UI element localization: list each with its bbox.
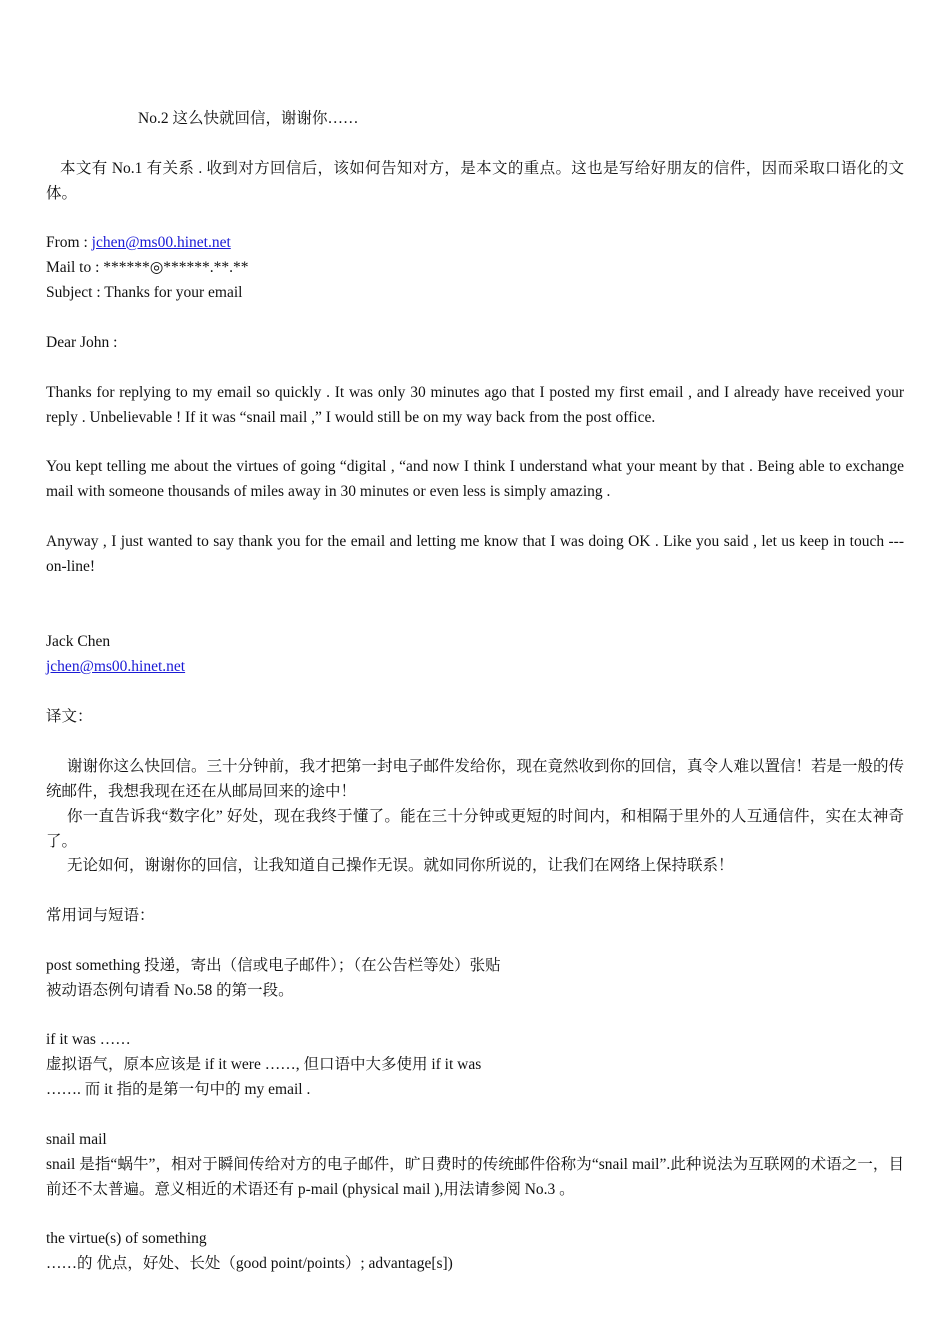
vocab-definition: 被动语态例句请看 No.58 的第一段。 bbox=[46, 982, 294, 999]
translation-paragraph: 你一直告诉我“数字化” 好处，现在我终于懂了。能在三十分钟或更短的时间内，和相隔于里外的人互通信件，实在太神奇了。 bbox=[46, 808, 904, 850]
vocab-term: the virtue(s) of something bbox=[46, 1230, 207, 1247]
vocab-term: post something 投递，寄出（信或电子邮件）；（在公告栏等处）张贴 bbox=[46, 957, 501, 974]
signature-email-link[interactable]: jchen@ms00.hinet.net bbox=[46, 658, 186, 675]
vocab-definition: ……的 优点，好处、长处（good point/points）; advantage[s]) bbox=[46, 1255, 453, 1272]
vocab-definition: snail 是指“蜗牛”，相对于瞬间传给对方的电子邮件，旷日费时的传统邮件俗称为“snail mail”.此种说法为互联网的术语之一，目前还不太普遍。意义相近的术语还有 p-mail (physical mail ),用法请参阅 No.3 。 bbox=[46, 1156, 904, 1198]
email-from bbox=[46, 230, 904, 255]
vocab-label: 常用词与短语： bbox=[46, 907, 155, 924]
vocab-term: if it was …… bbox=[46, 1031, 131, 1048]
email-subject: Subject : Thanks for your email bbox=[46, 284, 243, 301]
email-greeting: Dear John : bbox=[46, 334, 118, 351]
email-paragraph: Anyway , I just wanted to say thank you for the email and letting me know that I was doing OK . Like you said , let us keep in touch ---on-line! bbox=[46, 533, 904, 575]
email-from-label: From : bbox=[46, 234, 92, 251]
vocab-term: snail mail bbox=[46, 1131, 107, 1148]
page-title: No.2 这么快就回信，谢谢你…… bbox=[138, 110, 359, 127]
translation-label: 译文： bbox=[46, 708, 93, 725]
translation-paragraph: 无论如何，谢谢你的回信，让我知道自己操作无误。就如同你所说的，让我们在网络上保持联系！ bbox=[67, 857, 734, 874]
email-paragraph: Thanks for replying to my email so quickly . It was only 30 minutes ago that I posted my first email , and I already have received your reply . Unbelievable ! If it was “snail mail ,” I would still be on my way back from the post office. bbox=[46, 384, 904, 426]
email-to: Mail to : ******◎******.**.** bbox=[46, 259, 249, 276]
intro-paragraph: 本文有 No.1 有关系 . 收到对方回信后，该如何告知对方，是本文的重点。这也是写给好朋友的信件，因而采取口语化的文体。 bbox=[46, 160, 904, 202]
vocab-definition: 虚拟语气，原本应该是 if it were ……, 但口语中大多使用 if it was bbox=[46, 1056, 482, 1073]
translation-paragraph: 谢谢你这么快回信。三十分钟前，我才把第一封电子邮件发给你，现在竟然收到你的回信，真令人难以置信！若是一般的传统邮件，我想我现在还在从邮局回来的途中！ bbox=[46, 758, 905, 800]
email-paragraph: You kept telling me about the virtues of going “digital , “and now I think I understand what your meant by that . Being able to exchange mail with someone thousands of miles away in 30 minutes or even less is simply amazing . bbox=[46, 458, 904, 500]
vocab-definition: ……. 而 it 指的是第一句中的 my email . bbox=[46, 1081, 311, 1098]
email-from-link[interactable]: jchen@ms00.hinet.net bbox=[91, 234, 231, 251]
signature-name: Jack Chen bbox=[46, 633, 111, 650]
